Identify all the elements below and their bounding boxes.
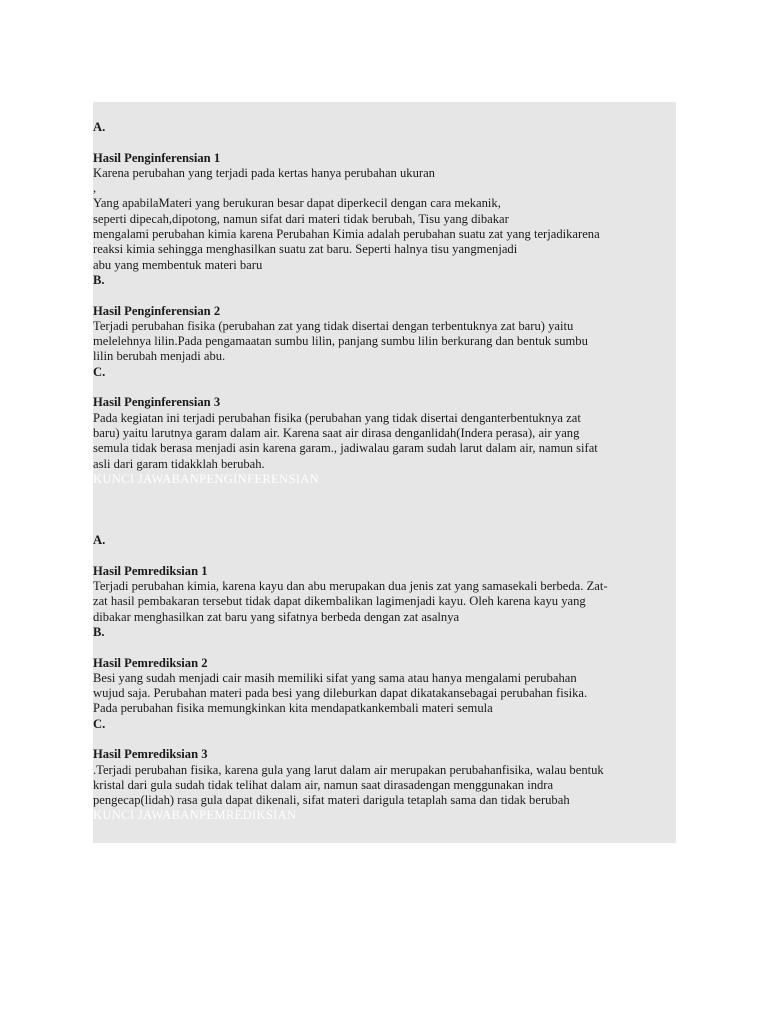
paragraph-line: baru) yaitu larutnya garam dalam air. Karena saat air dirasa denganlidah(Indera perasa), air yang [93,425,580,440]
paragraph-line: .Terjadi perubahan fisika, karena gula yang larut dalam air merupakan perubahanfisika, walau bentuk [93,762,604,777]
paragraph-line: reaksi kimia sehingga menghasilkan suatu zat baru. Seperti halnya tisu yangmenjadi [93,242,518,257]
paragraph-line: Terjadi perubahan kimia, karena kayu dan abu merupakan dua jenis zat yang samasekali berbeda. Zat- [93,579,608,594]
paragraph-line: , [93,181,97,196]
item-title: Hasil Pemrediksian 2 [93,655,208,670]
blank-line [93,548,676,563]
blank-line [93,640,676,655]
paragraph-line: Pada perubahan fisika memungkinkan kita mendapatkankembali materi semula [93,701,493,716]
item-label-b: B. [93,624,105,639]
paragraph-line: melelehnya lilin.Pada pengamaatan sumbu lilin, panjang sumbu lilin berkurang dan bentuk sumbu [93,334,588,349]
answer-key-heading: KUNCI JAWABANPENGINFERENSIAN [93,471,320,486]
item-label-b: B. [93,272,105,287]
item-title: Hasil Pemrediksian 1 [93,563,208,578]
item-label-c: C. [93,364,106,379]
paragraph-line: lilin berubah menjadi abu. [93,349,226,364]
item-label-c: C. [93,716,106,731]
paragraph-line: kristal dari gula sudah tidak telihat dalam air, namun saat dirasadengan menggunakan indra [93,777,554,792]
section-gap [93,487,676,533]
item-title: Hasil Penginferensian 2 [93,303,221,318]
paragraph-line: Pada kegiatan ini terjadi perubahan fisika (perubahan yang tidak disertai denganterbentuknya zat [93,410,581,425]
inference-section [93,120,676,487]
paragraph-line: pengecap(lidah) rasa gula dapat dikenali, sifat materi darigula tetaplah sama dan tidak berubah [93,793,570,808]
item-label-a: A. [93,120,106,134]
item-title: Hasil Penginferensian 3 [93,395,221,410]
prediction-section [93,533,676,824]
blank-line [93,380,676,395]
paragraph-line: zat hasil pembakaran tersebut tidak dapat dikembalikan lagimenjadi kayu. Oleh karena kayu yang [93,594,586,609]
paragraph-line: Terjadi perubahan fisika (perubahan zat yang tidak disertai dengan terbentuknya zat baru) yaitu [93,318,574,333]
answer-key-heading: KUNCI JAWABANPEMREDIKSIAN [93,808,297,823]
paragraph-line: mengalami perubahan kimia karena Perubahan Kimia adalah perubahan suatu zat yang terjadikarena [93,227,600,242]
blank-line [93,288,676,303]
paragraph-line: dibakar menghasilkan zat baru yang sifatnya berbeda dengan zat asalnya [93,609,460,624]
paragraph-line: asli dari garam tidakklah berubah. [93,456,265,471]
paragraph-line: semula tidak berasa menjadi asin karena garam., jadiwalau garam sudah larut dalam air, namun sifat [93,441,598,456]
document-content-block [93,102,676,843]
item-title: Hasil Pemrediksian 3 [93,747,208,762]
item-title: Hasil Penginferensian 1 [93,150,221,165]
paragraph-line: Yang apabilaMateri yang berukuran besar dapat diperkecil dengan cara mekanik, [93,196,501,211]
blank-line [93,135,676,150]
paragraph-line: wujud saja. Perubahan materi pada besi yang dileburkan dapat dikatakansebagai perubahan fisika. [93,686,588,701]
item-label-a: A. [93,533,106,548]
blank-line [93,732,676,747]
paragraph-line: Karena perubahan yang terjadi pada kertas hanya perubahan ukuran [93,165,435,180]
paragraph-line: seperti dipecah,dipotong, namun sifat dari materi tidak berubah, Tisu yang dibakar [93,211,509,226]
paragraph-line: Besi yang sudah menjadi cair masih memiliki sifat yang sama atau hanya mengalami perubahan [93,670,577,685]
paragraph-line: abu yang membentuk materi baru [93,257,263,272]
